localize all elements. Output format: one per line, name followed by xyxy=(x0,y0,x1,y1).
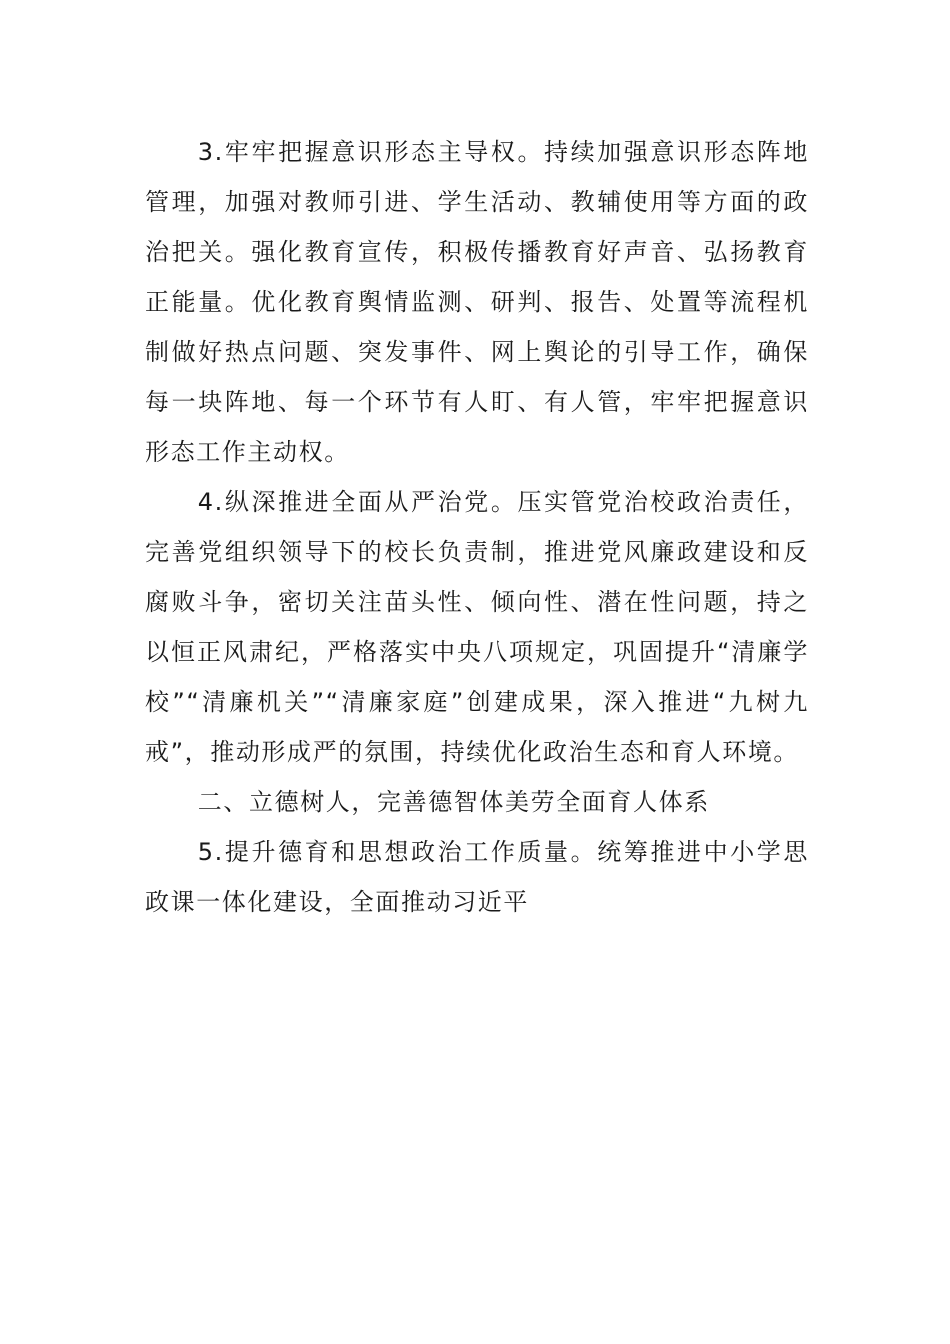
section-heading: 二、立德树人，完善德智体美劳全面育人体系 xyxy=(197,788,710,816)
document-body xyxy=(145,127,809,927)
paragraph-moral-education: 5.提升德育和思想政治工作质量。统筹推进中小学思政课一体化建设，全面推动习近平 xyxy=(145,838,809,916)
paragraph-ideology: 3.牢牢把握意识形态主导权。持续加强意识形态阵地管理，加强对教师引进、学生活动、教辅使用等方面的政治把关。强化教育宣传，积极传播教育好声音、弘扬教育正能量。优化教育舆情监测、研判、报告、处置等流程机制做好热点问题、突发事件、网上舆论的引导工作，确保每一块阵地、每一个环节有人盯、有人管，牢牢把握意识形态工作主动权。 xyxy=(145,138,809,466)
paragraph-party-discipline: 4.纵深推进全面从严治党。压实管党治校政治责任，完善党组织领导下的校长负责制，推进党风廉政建设和反腐败斗争，密切关注苗头性、倾向性、潜在性问题，持之以恒正风肃纪，严格落实中央八项规定，巩固提升“清廉学校”“清廉机关”“清廉家庭”创建成果，深入推进“九树九戒”，推动形成严的氛围，持续优化政治生态和育人环境。 xyxy=(145,488,809,766)
